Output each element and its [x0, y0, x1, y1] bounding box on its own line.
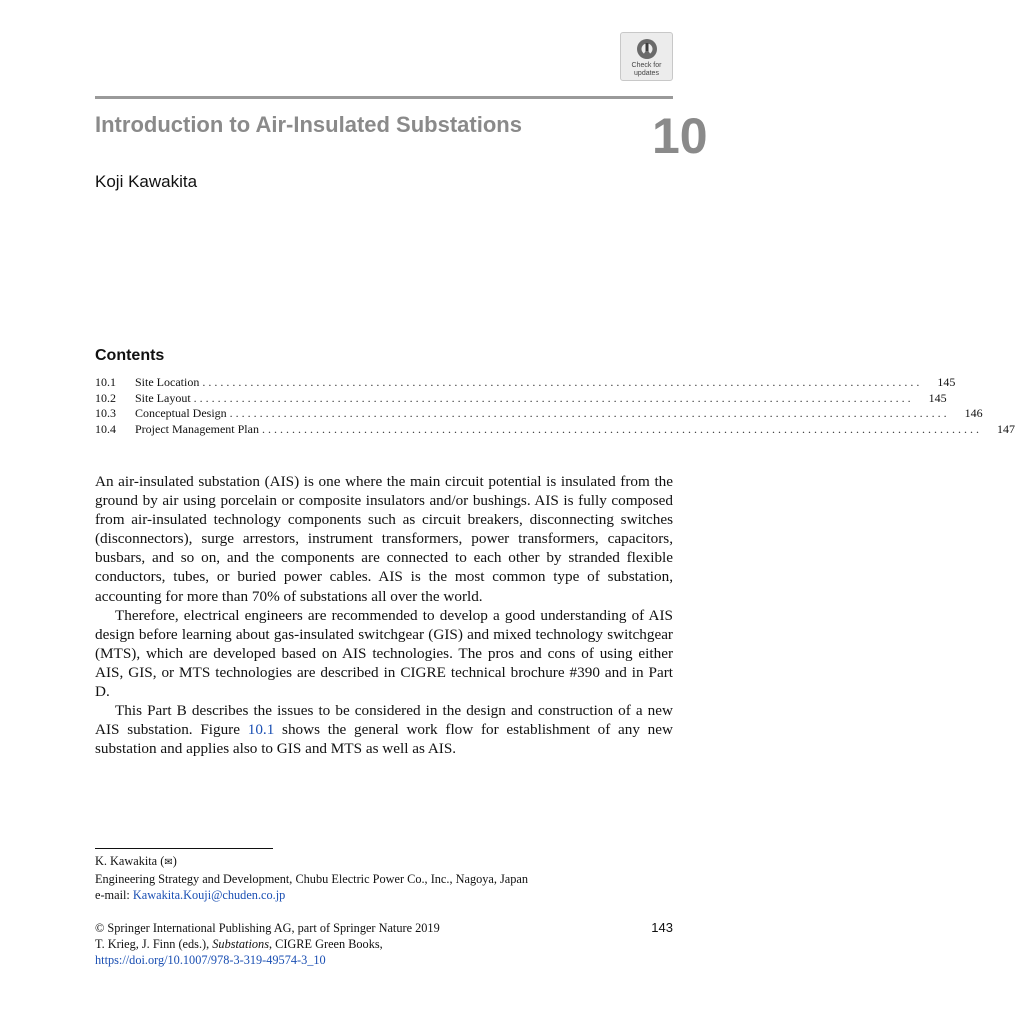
toc-number: 10.4	[95, 421, 116, 436]
paragraph-1: An air-insulated substation (AIS) is one where the main circuit potential is insulated from the ground by air using porcelain or composite insulators and/or bushings. AIS is fully composed from air-insulated technology components such as circuit breakers, disconnecting switches (disconnectors), surge arrestors, instrument transformers, power transformers, capacitors, busbars, and so on, and the components are connected to each other by stranded flexible conductors, tubes, or buried power cables. AIS is the most common type of substation, accounting for more than 70% of substations all over the world.	[95, 473, 673, 605]
toc-page: 145	[928, 390, 947, 405]
chapter-number: 10	[652, 108, 708, 164]
footnote	[95, 853, 673, 903]
toc-page: 147	[996, 421, 1015, 436]
toc-page: 146	[964, 406, 983, 420]
check-for-updates-badge[interactable]	[620, 32, 673, 81]
toc-page: 145	[937, 375, 956, 389]
paragraph-3: This Part B describes the issues to be considered in the design and construction of a new AIS substation. Figure 10.1 shows the general work flow for establishment of any new substation and applies also to GIS and MTS as well as AIS.	[95, 702, 673, 758]
chapter-title: Introduction to Air-Insulated Substations	[95, 112, 522, 137]
toc-entry[interactable]	[95, 390, 947, 407]
toc-entry[interactable]	[95, 421, 1015, 438]
toc-title: Site Layout	[135, 390, 191, 405]
toc-title: Conceptual Design	[135, 406, 227, 420]
footnote-affiliation: Engineering Strategy and Development, Chubu Electric Power Co., Inc., Nagoya, Japan	[95, 872, 529, 886]
toc-title: Site Location	[135, 375, 200, 389]
table-of-contents	[95, 375, 1015, 437]
copyright-block	[95, 920, 615, 968]
toc-leader: . . . . . . . . . . . . . . . . . . . . . . . . . . . . . . . . . . . . . . . . . . . . . . . . . . . . . . . . . . . . . . . . . . . . . . . . . . . . . . . . . . . . . . . . . . . . . . . . . . . . . . . . . . . . . . . . . . . . . . . .	[193, 390, 911, 405]
footnote-rule	[95, 848, 273, 849]
badge-label-1: Check for	[631, 62, 662, 69]
crossmark-icon	[634, 37, 660, 61]
toc-entry[interactable]	[95, 375, 956, 391]
paragraph-2: Therefore, electrical engineers are recommended to develop a good understanding of AIS design before learning about gas-insulated switchgear (GIS) and mixed technology switchgear (MTS), which are developed based on AIS technologies. The pros and cons of using either AIS, GIS, or MTS technologies are described in CIGRE technical brochure #390 and in Part D.	[95, 606, 673, 701]
contents-heading: Contents	[95, 347, 165, 364]
doi-link[interactable]: https://doi.org/10.1007/978-3-319-49574-3_10	[95, 953, 326, 967]
badge-label-2: updates	[634, 70, 659, 77]
copyright-line: © Springer International Publishing AG, part of Springer Nature 2019	[95, 921, 440, 935]
toc-entry[interactable]	[95, 406, 983, 422]
figure-link[interactable]: 10.1	[247, 721, 275, 739]
toc-number: 10.3	[95, 406, 116, 420]
toc-number: 10.2	[95, 390, 116, 405]
envelope-icon[interactable]: ✉	[164, 857, 173, 868]
toc-number: 10.1	[95, 375, 116, 389]
email-link[interactable]: Kawakita.Kouji@chuden.co.jp	[132, 888, 286, 902]
toc-title: Project Management Plan	[135, 421, 259, 436]
toc-leader: . . . . . . . . . . . . . . . . . . . . . . . . . . . . . . . . . . . . . . . . . . . . . . . . . . . . . . . . . . . . . . . . . . . . . . . . . . . . . . . . . . . . . . . . . . . . . . . . . . . . . . . . . . . . . . . . . . . . . . . .	[261, 421, 979, 436]
page-number: 143	[651, 920, 673, 935]
footnote-author: K. Kawakita (✉)	[95, 854, 177, 868]
chapter-author: Koji Kawakita	[95, 172, 198, 191]
citation-line: T. Krieg, J. Finn (eds.), Substations, CIGRE Green Books,	[95, 937, 383, 951]
chapter-rule	[95, 96, 673, 99]
toc-leader: . . . . . . . . . . . . . . . . . . . . . . . . . . . . . . . . . . . . . . . . . . . . . . . . . . . . . . . . . . . . . . . . . . . . . . . . . . . . . . . . . . . . . . . . . . . . . . . . . . . . . . . . . . . . . . . . . . . . . . . .	[202, 375, 920, 389]
body-text	[95, 472, 673, 758]
toc-leader: . . . . . . . . . . . . . . . . . . . . . . . . . . . . . . . . . . . . . . . . . . . . . . . . . . . . . . . . . . . . . . . . . . . . . . . . . . . . . . . . . . . . . . . . . . . . . . . . . . . . . . . . . . . . . . . . . . . . . . . .	[229, 406, 947, 420]
footnote-email-line: e-mail: Kawakita.Kouji@chuden.co.jp	[95, 888, 286, 902]
